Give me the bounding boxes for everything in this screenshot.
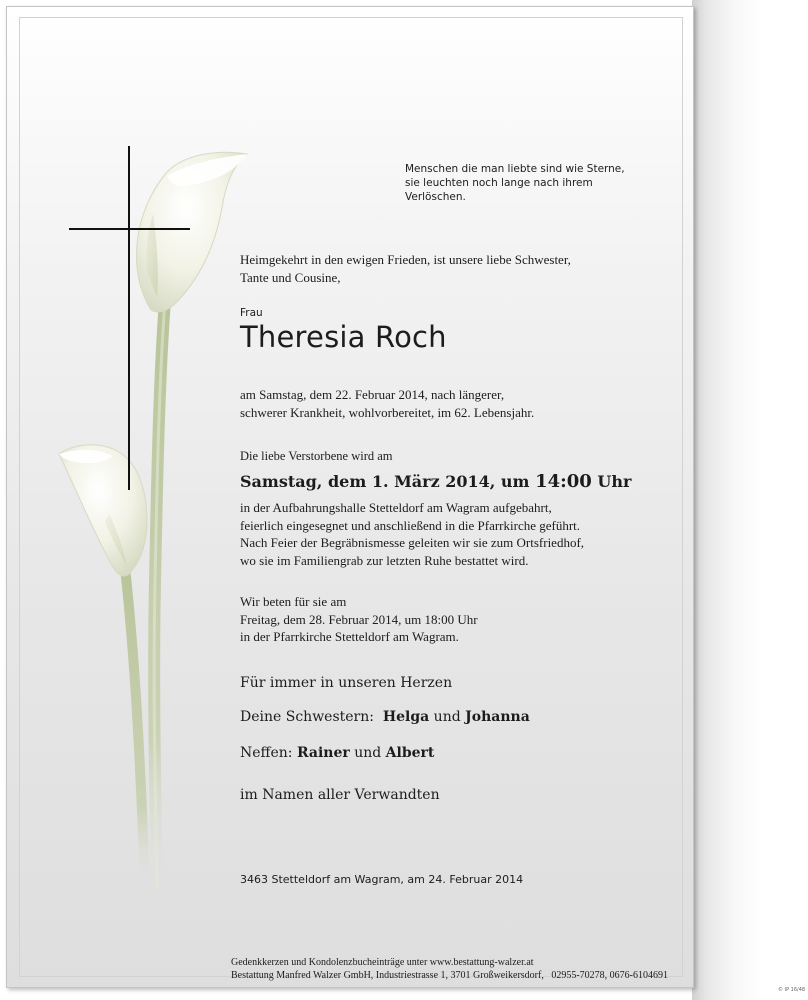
funeral-detail-line: Nach Feier der Begräbnismesse geleiten wir sie zum Ortsfriedhof, — [240, 535, 585, 550]
nephews-line — [240, 745, 434, 761]
intro-text — [240, 251, 571, 286]
nephew-name: Rainer — [296, 745, 350, 761]
nephews-label: Neffen: — [240, 745, 293, 761]
prayer-notice — [240, 593, 478, 646]
death-notice-line: am Samstag, dem 22. Februar 2014, nach längerer, — [240, 387, 505, 402]
intro-line: Heimgekehrt in den ewigen Frieden, ist unsere liebe Schwester, — [240, 252, 571, 267]
sister-name: Helga — [382, 709, 430, 725]
sisters-line — [240, 709, 530, 725]
footer-line-website: Gedenkkerzen und Kondolenzbucheinträge unter www.bestattung-walzer.at — [231, 957, 534, 968]
deceased-name: Theresia Roch — [240, 320, 447, 354]
motto-line: Verlöschen. — [405, 191, 466, 203]
funeral-home-footer — [231, 956, 668, 982]
obituary-card — [6, 6, 694, 988]
footer-line-address: Bestattung Manfred Walzer GmbH, Industriestrasse 1, 3701 Großweikersdorf, 02955-70278, 0676-6104691 — [231, 970, 668, 981]
prayer-line: Freitag, dem 28. Februar 2014, um 18:00 Uhr — [240, 611, 478, 627]
funeral-datetime — [240, 471, 631, 492]
death-notice — [240, 386, 534, 421]
motto-line: Menschen die man liebte sind wie Sterne, — [405, 163, 625, 175]
conjunction: und — [354, 745, 382, 761]
intro-line: Tante und Cousine, — [240, 269, 341, 285]
nephew-name: Albert — [385, 745, 435, 761]
relatives-line: im Namen aller Verwandten — [240, 787, 440, 803]
prayer-line: in der Pfarrkirche Stetteldorf am Wagram. — [240, 629, 459, 644]
lower-lily — [59, 445, 147, 576]
sisters-label: Deine Schwestern: — [240, 709, 374, 725]
place-date: 3463 Stetteldorf am Wagram, am 24. Februar 2014 — [240, 873, 524, 886]
funeral-details — [240, 499, 584, 569]
funeral-time-suffix: Uhr — [591, 472, 632, 491]
upper-lily — [136, 152, 247, 312]
funeral-time: 14:00 — [535, 471, 592, 492]
funeral-detail-line: feierlich eingesegnet und anschließend in die Pfarrkirche geführt. — [240, 517, 581, 533]
funeral-detail-line: in der Aufbahrungshalle Stetteldorf am Wagram aufgebahrt, — [240, 500, 552, 515]
sister-name: Johanna — [465, 709, 530, 725]
motto-line: sie leuchten noch lange nach ihrem — [405, 177, 593, 189]
funeral-detail-line: wo sie im Familiengrab zur letzten Ruhe bestattet wird. — [240, 552, 529, 568]
reference-code: © IP 16/48 — [778, 987, 806, 993]
funeral-intro: Die liebe Verstorbene wird am — [240, 449, 393, 463]
motto-quote — [405, 162, 655, 204]
closing-line: Für immer in unseren Herzen — [240, 675, 453, 691]
salutation: Frau — [240, 307, 263, 319]
page-edge-shadow — [692, 0, 808, 1000]
funeral-date: Samstag, dem 1. März 2014, um — [240, 472, 536, 491]
conjunction: und — [433, 709, 461, 725]
death-notice-line: schwerer Krankheit, wohlvorbereitet, im 62. Lebensjahr. — [240, 404, 535, 420]
prayer-line: Wir beten für sie am — [240, 594, 347, 609]
